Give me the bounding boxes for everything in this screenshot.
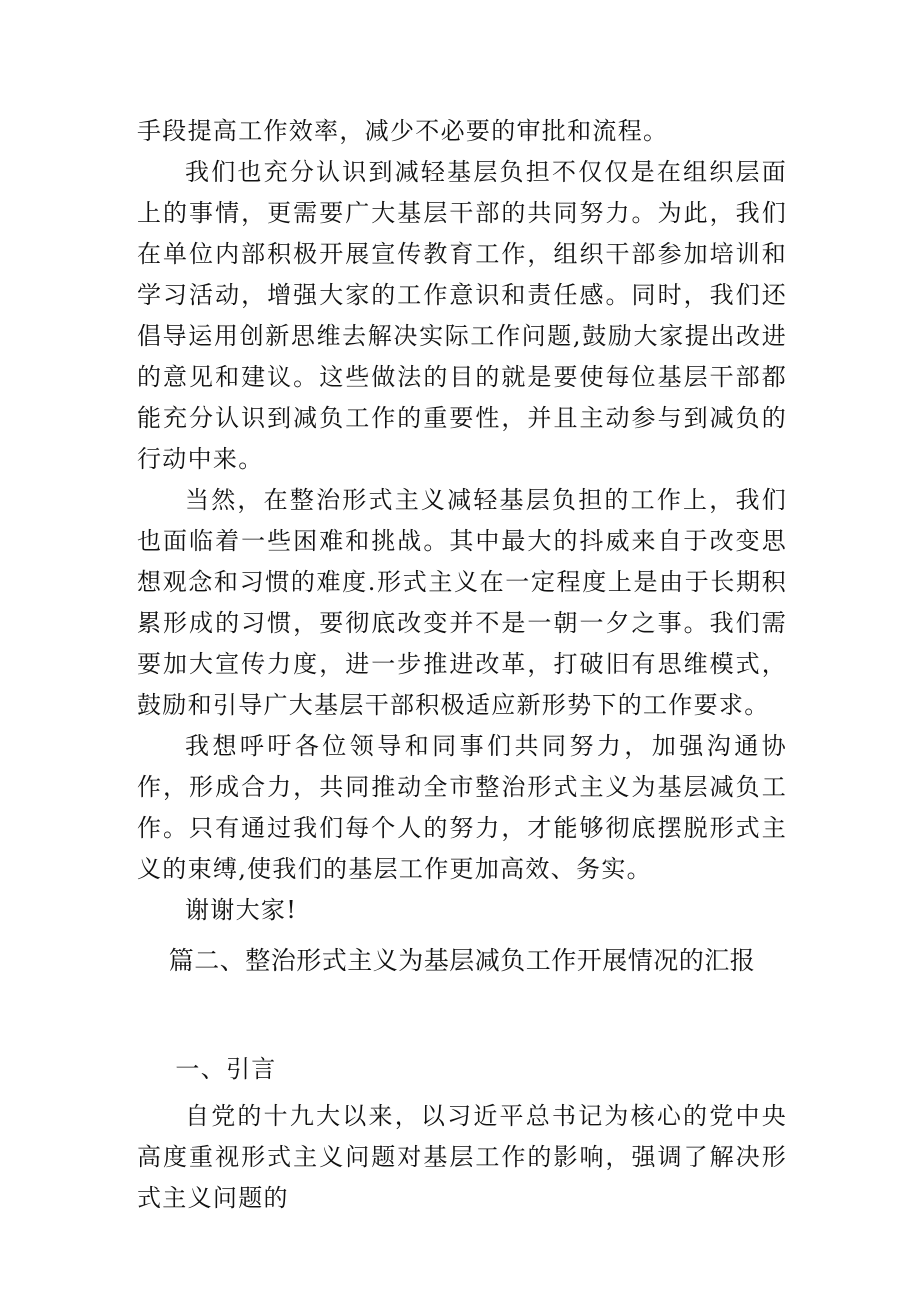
paragraph-challenges: 当然，在整治形式主义减轻基层负担的工作上，我们也面临着一些困难和挑战。其中最大的抖威来自于改变思想观念和习惯的难度.形式主义在一定程度上是由于长期积累形成的习惯，要彻底改变并不是一朝一夕之事。我们需要加大宣传力度，进一步推进改革，打破旧有思维模式，鼓励和引导广大基层干部积极适应新形势下的工作要求。	[137, 486, 787, 719]
document-body	[137, 111, 787, 1219]
paragraph-continuation: 手段提高工作效率，减少不必要的审批和流程。	[137, 117, 669, 145]
closing-thanks: 谢谢大家!	[185, 896, 298, 924]
paragraph-awareness: 我们也充分认识到减轻基层负担不仅仅是在组织层面上的事情，更需要广大基层干部的共同努力。为此，我们在单位内部积极开展宣传教育工作，组织干部参加培训和学习活动，增强大家的工作意识和责任感。同时，我们还倡导运用创新思维去解决实际工作问题,鼓励大家提出改进的意见和建议。这些做法的目的就是要使每位基层干部都能充分认识到减负工作的重要性，并且主动参与到减负的行动中来。	[137, 158, 787, 473]
section-heading: 篇二、整治形式主义为基层减负工作开展情况的汇报	[168, 946, 756, 975]
subsection-title: 一、引言	[175, 1055, 277, 1083]
paragraph-intro: 自党的十九大以来，以习近平总书记为核心的党中央高度重视形式主义问题对基层工作的影响，强调了解决形式主义问题的	[137, 1102, 787, 1212]
paragraph-appeal: 我想呼吁各位领导和同事们共同努力，加强沟通协作，形成合力，共同推动全市整治形式主义为基层减负工作。只有通过我们每个人的努力，才能够彻底摆脱形式主义的束缚,使我们的基层工作更加高效、务实。	[137, 732, 787, 883]
